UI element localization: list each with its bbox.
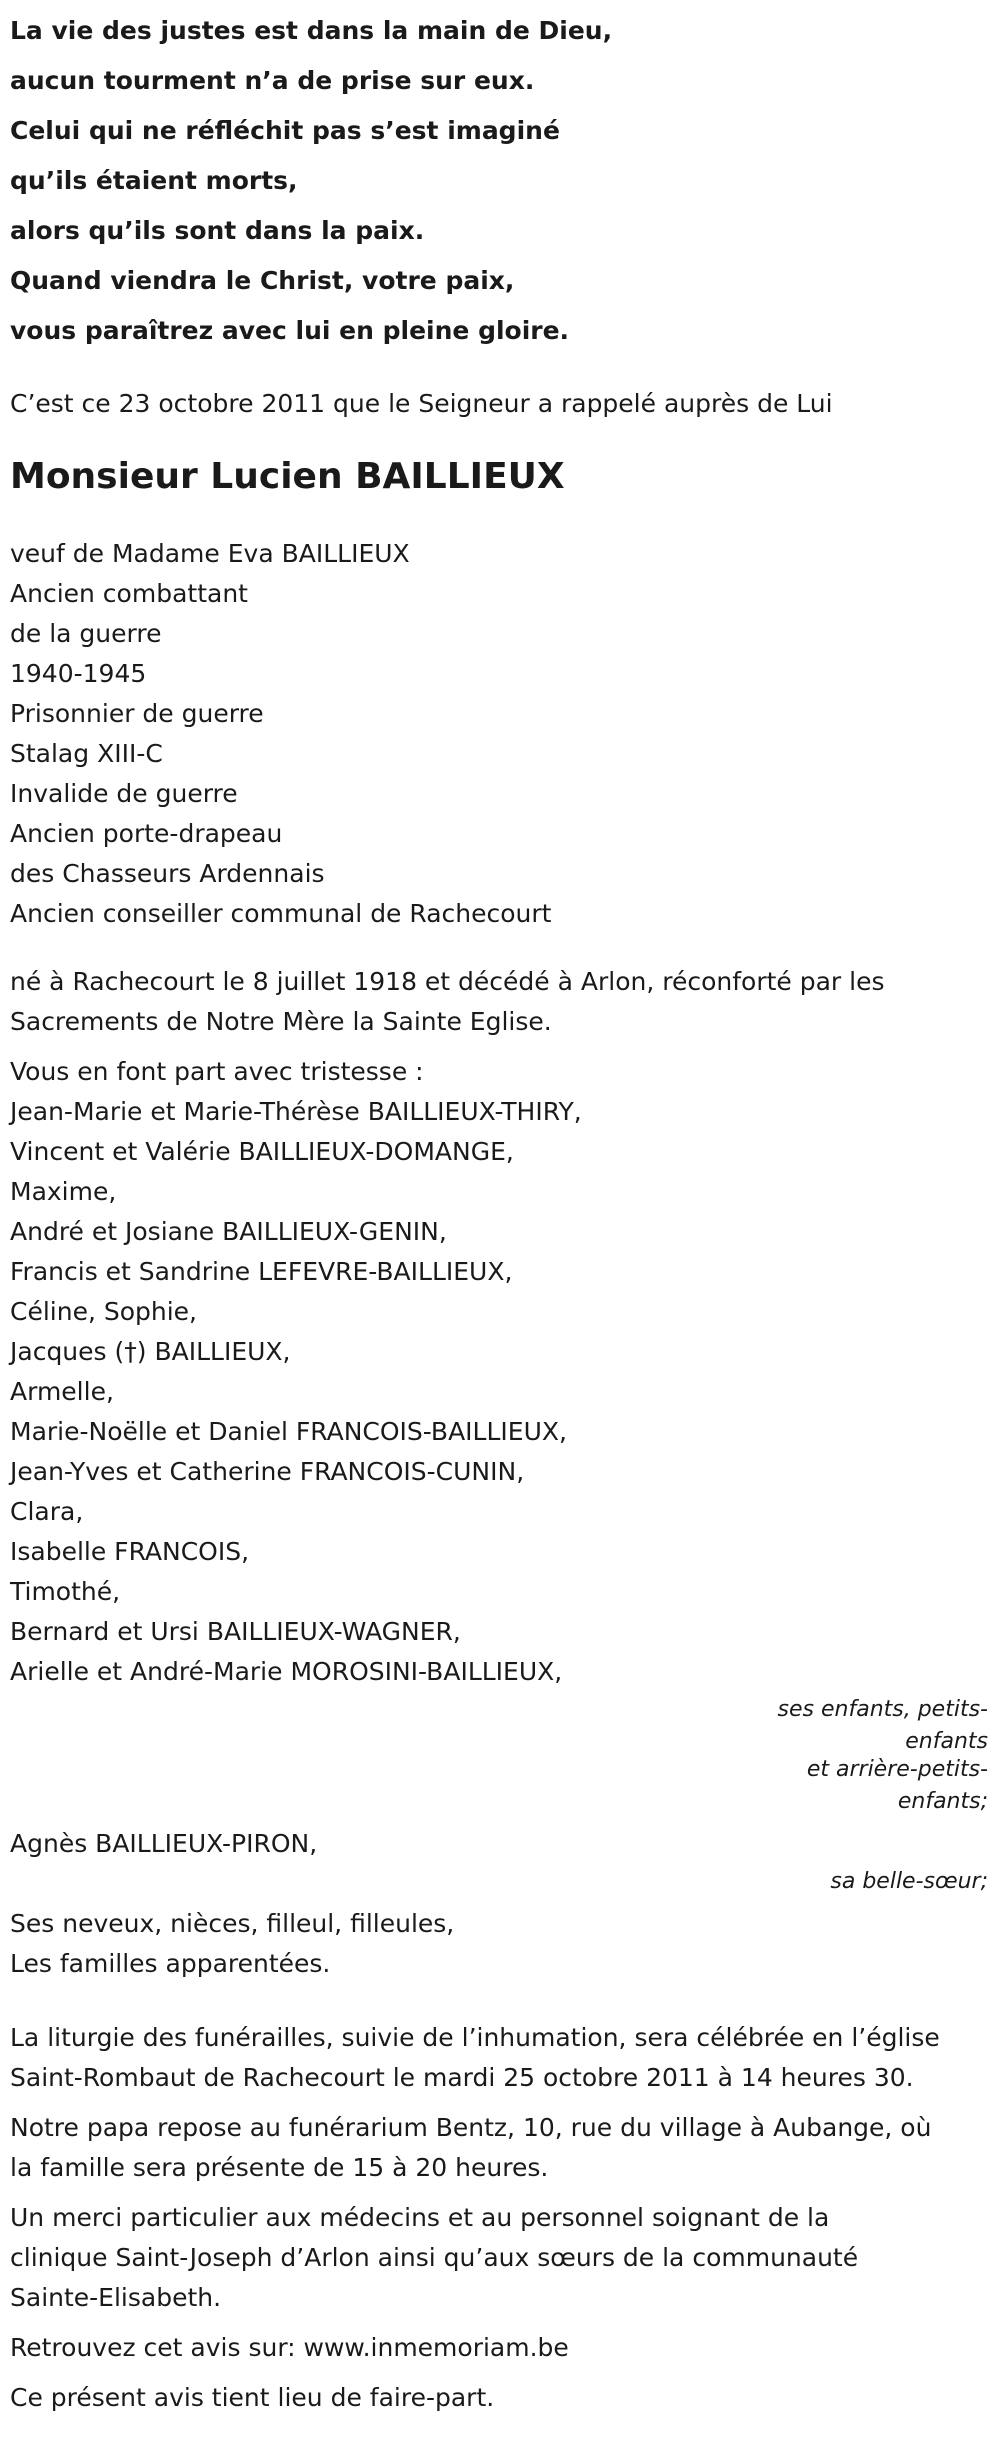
closing-text: Ce présent avis tient lieu de faire-part.	[10, 2383, 495, 2412]
relation-sister-in-law: sa belle-sœur;	[830, 1869, 988, 1894]
title-line: veuf de Madame Eva BAILLIEUX	[10, 539, 410, 568]
family-member: Jacques (†) BAILLIEUX,	[10, 1337, 291, 1366]
family-member: Marie-Noëlle et Daniel FRANCOIS-BAILLIEUX,	[10, 1417, 567, 1446]
relatives-line: Ses neveux, nièces, filleul, filleules,	[10, 1909, 455, 1938]
family-member: Clara,	[10, 1497, 84, 1526]
family-member: Jean-Yves et Catherine FRANCOIS-CUNIN,	[10, 1457, 525, 1486]
rest-text	[10, 2108, 990, 2188]
relation-grandchildren	[10, 1754, 990, 1818]
relation-line: enfants;	[897, 1789, 988, 1814]
family-member: Francis et Sandrine LEFEVRE-BAILLIEUX,	[10, 1257, 513, 1286]
family-member: Arielle et André-Marie MOROSINI-BAILLIEUX,	[10, 1657, 563, 1686]
title-line: Stalag XIII-C	[10, 739, 163, 768]
death-notice	[10, 0, 990, 2418]
thanks-line: Sainte-Elisabeth.	[10, 2283, 222, 2312]
deceased-titles	[10, 534, 990, 934]
poem	[10, 6, 990, 356]
deceased-name: Monsieur Lucien BAILLIEUX	[10, 456, 565, 497]
title-line: Ancien conseiller communal de Rachecourt	[10, 899, 552, 928]
family-member: Isabelle FRANCOIS,	[10, 1537, 250, 1566]
relation-line: ses enfants, petits-	[777, 1697, 988, 1722]
poem-line: qu’ils étaient morts,	[10, 166, 298, 195]
rest-line: Notre papa repose au funérarium Bentz, 10, rue du village à Aubange, où	[10, 2113, 932, 2142]
poem-line: Quand viendra le Christ, votre paix,	[10, 266, 515, 295]
title-line: 1940-1945	[10, 659, 147, 688]
thanks-line: Un merci particulier aux médecins et au personnel soignant de la	[10, 2203, 830, 2232]
thanks-line: clinique Saint-Joseph d’Arlon ainsi qu’aux sœurs de la communauté	[10, 2243, 859, 2272]
relation-line: et arrière-petits-	[806, 1757, 988, 1782]
announce-text: Vous en font part avec tristesse :	[10, 1057, 424, 1086]
family-member: Bernard et Ursi BAILLIEUX-WAGNER,	[10, 1617, 461, 1646]
family-member: Vincent et Valérie BAILLIEUX-DOMANGE,	[10, 1137, 514, 1166]
liturgy-text	[10, 2018, 990, 2098]
title-line: Ancien combattant	[10, 579, 248, 608]
poem-line: La vie des justes est dans la main de Dieu,	[10, 16, 613, 45]
title-line: des Chasseurs Ardennais	[10, 859, 325, 888]
sister-in-law: Agnès BAILLIEUX-PIRON,	[10, 1829, 318, 1858]
poem-line: alors qu’ils sont dans la paix.	[10, 216, 425, 245]
intro-text: C’est ce 23 octobre 2011 que le Seigneur a rappelé auprès de Lui	[10, 389, 833, 418]
title-line: Invalide de guerre	[10, 779, 238, 808]
title-line: de la guerre	[10, 619, 162, 648]
family-member: André et Josiane BAILLIEUX-GENIN,	[10, 1217, 447, 1246]
family-member: Maxime,	[10, 1177, 117, 1206]
family-member: Timothé,	[10, 1577, 121, 1606]
family-member: Jean-Marie et Marie-Thérèse BAILLIEUX-THIRY,	[10, 1097, 582, 1126]
poem-line: vous paraîtrez avec lui en pleine gloire.	[10, 316, 570, 345]
family-member: Armelle,	[10, 1377, 114, 1406]
thanks-text	[10, 2198, 990, 2318]
title-line: Ancien porte-drapeau	[10, 819, 283, 848]
liturgy-line: La liturgie des funérailles, suivie de l’inhumation, sera célébrée en l’église	[10, 2023, 940, 2052]
liturgy-line: Saint-Rombaut de Rachecourt le mardi 25 octobre 2011 à 14 heures 30.	[10, 2063, 914, 2092]
rest-line: la famille sera présente de 15 à 20 heures.	[10, 2153, 549, 2182]
relation-line: enfants	[905, 1729, 988, 1754]
family-list	[10, 1052, 990, 1692]
relatives-line: Les familles apparentées.	[10, 1949, 331, 1978]
title-line: Prisonnier de guerre	[10, 699, 264, 728]
find-notice: Retrouvez cet avis sur: www.inmemoriam.be	[10, 2333, 569, 2362]
birth-line: Sacrements de Notre Mère la Sainte Eglise.	[10, 1007, 552, 1036]
poem-line: aucun tourment n’a de prise sur eux.	[10, 66, 535, 95]
birth-line: né à Rachecourt le 8 juillet 1918 et décédé à Arlon, réconforté par les	[10, 967, 885, 996]
relation-children	[10, 1694, 990, 1758]
relatives	[10, 1904, 990, 1984]
family-member: Céline, Sophie,	[10, 1297, 197, 1326]
birth-death-text	[10, 962, 990, 1042]
poem-line: Celui qui ne réfléchit pas s’est imaginé	[10, 116, 560, 145]
